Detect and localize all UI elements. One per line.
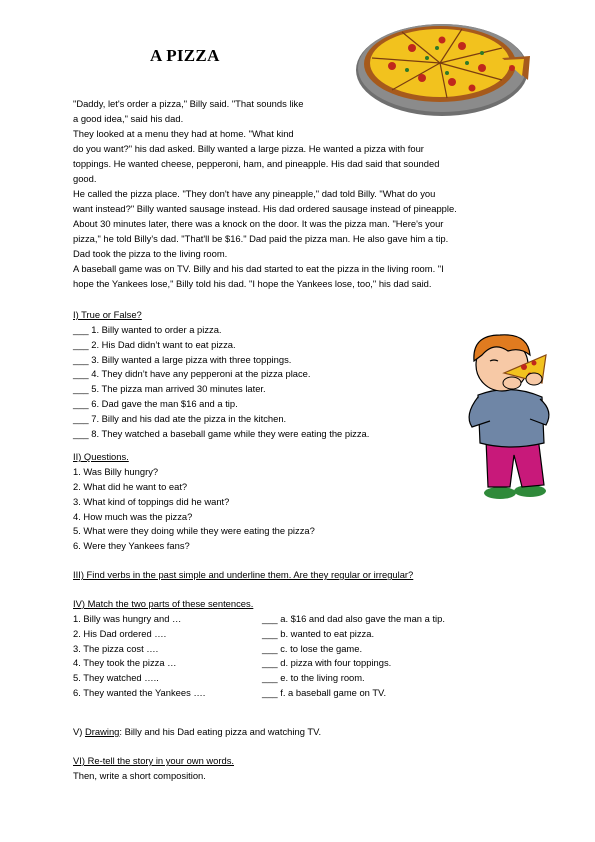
question-item: 2. What did he want to eat? [73,481,188,492]
match-left-item: 2. His Dad ordered …. [73,628,167,639]
story-line: A baseball game was on TV. Billy and his dad started to eat the pizza in the living room. "I [73,263,444,274]
story-line: a good idea," said his dad. [73,113,184,124]
section-verbs-heading: III) Find verbs in the past simple and underline them. Are they regular or irregular? [73,569,414,580]
question-item: 5. What were they doing while they were eating the pizza? [73,525,315,536]
story-line: do you want?" his dad asked. Billy wanted a large pizza. He wanted a pizza with four [73,143,424,154]
match-right-item: ___ e. to the living room. [262,672,365,683]
story-line: They looked at a menu they had at home. "What kind [73,128,294,139]
true-false-item: ___ 8. They watched a baseball game while they were eating the pizza. [73,428,370,439]
true-false-item: ___ 5. The pizza man arrived 30 minutes later. [73,383,266,394]
section-questions-heading: II) Questions. [73,451,129,462]
match-left-item: 5. They watched ….. [73,672,159,683]
question-item: 3. What kind of toppings did he want? [73,496,230,507]
story-line: "Daddy, let's order a pizza," Billy said. "That sounds like [73,98,304,109]
true-false-item: ___ 6. Dad gave the man $16 and a tip. [73,398,238,409]
question-item: 4. How much was the pizza? [73,511,193,522]
section-retell-heading: VI) Re-tell the story in your own words. [73,755,234,766]
section-drawing [73,726,321,738]
section-drawing-prefix: V) [73,726,85,737]
section-match-heading: IV) Match the two parts of these sentences. [73,598,254,609]
match-left-item: 6. They wanted the Yankees …. [73,687,206,698]
story-line: About 30 minutes later, there was a knock on the door. It was the pizza man. "Here's your [73,218,444,229]
story-line: toppings. He wanted cheese, pepperoni, ham, and pineapple. His dad said that sounded [73,158,440,169]
true-false-item: ___ 7. Billy and his dad ate the pizza in the kitchen. [73,413,287,424]
story-line: Dad took the pizza to the living room. [73,248,228,259]
worksheet-title: A PIZZA [150,46,220,65]
story-line: hope the Yankees lose," Billy told his dad. "I hope the Yankees lose, too," his dad said. [73,278,432,289]
section-retell-text: Then, write a short composition. [73,770,206,781]
section-drawing-text: : Billy and his Dad eating pizza and watching TV. [119,726,322,737]
true-false-item: ___ 4. They didn’t have any pepperoni at the pizza place. [73,368,311,379]
true-false-item: ___ 1. Billy wanted to order a pizza. [73,324,222,335]
question-item: 6. Were they Yankees fans? [73,540,190,551]
match-left-item: 4. They took the pizza … [73,657,177,668]
true-false-item: ___ 3. Billy wanted a large pizza with three toppings. [73,354,292,365]
question-item: 1. Was Billy hungry? [73,466,159,477]
match-left-item: 1. Billy was hungry and … [73,613,182,624]
story-line: pizza," he told Billy's dad. "That'll be $16." Dad paid the pizza man. He also gave him a tip. [73,233,449,244]
match-right-item: ___ c. to lose the game. [262,643,363,654]
match-right-item: ___ b. wanted to eat pizza. [262,628,375,639]
boy-eating-pizza-image [450,325,558,505]
story-line: good. [73,173,97,184]
story-line: He called the pizza place. "They don't have any pineapple," dad told Billy. "What do you [73,188,436,199]
true-false-item: ___ 2. His Dad didn’t want to eat pizza. [73,339,236,350]
match-left-item: 3. The pizza cost …. [73,643,159,654]
story-line: want instead?" Billy wanted sausage instead. His dad ordered sausage instead of pineapple. [73,203,457,214]
match-right-item: ___ d. pizza with four toppings. [262,657,392,668]
match-right-item: ___ f. a baseball game on TV. [262,687,387,698]
pizza-image [352,18,532,118]
section-true-false-heading: I) True or False? [73,309,142,320]
match-right-item: ___ a. $16 and dad also gave the man a tip. [262,613,445,624]
section-drawing-label: Drawing [84,726,120,737]
